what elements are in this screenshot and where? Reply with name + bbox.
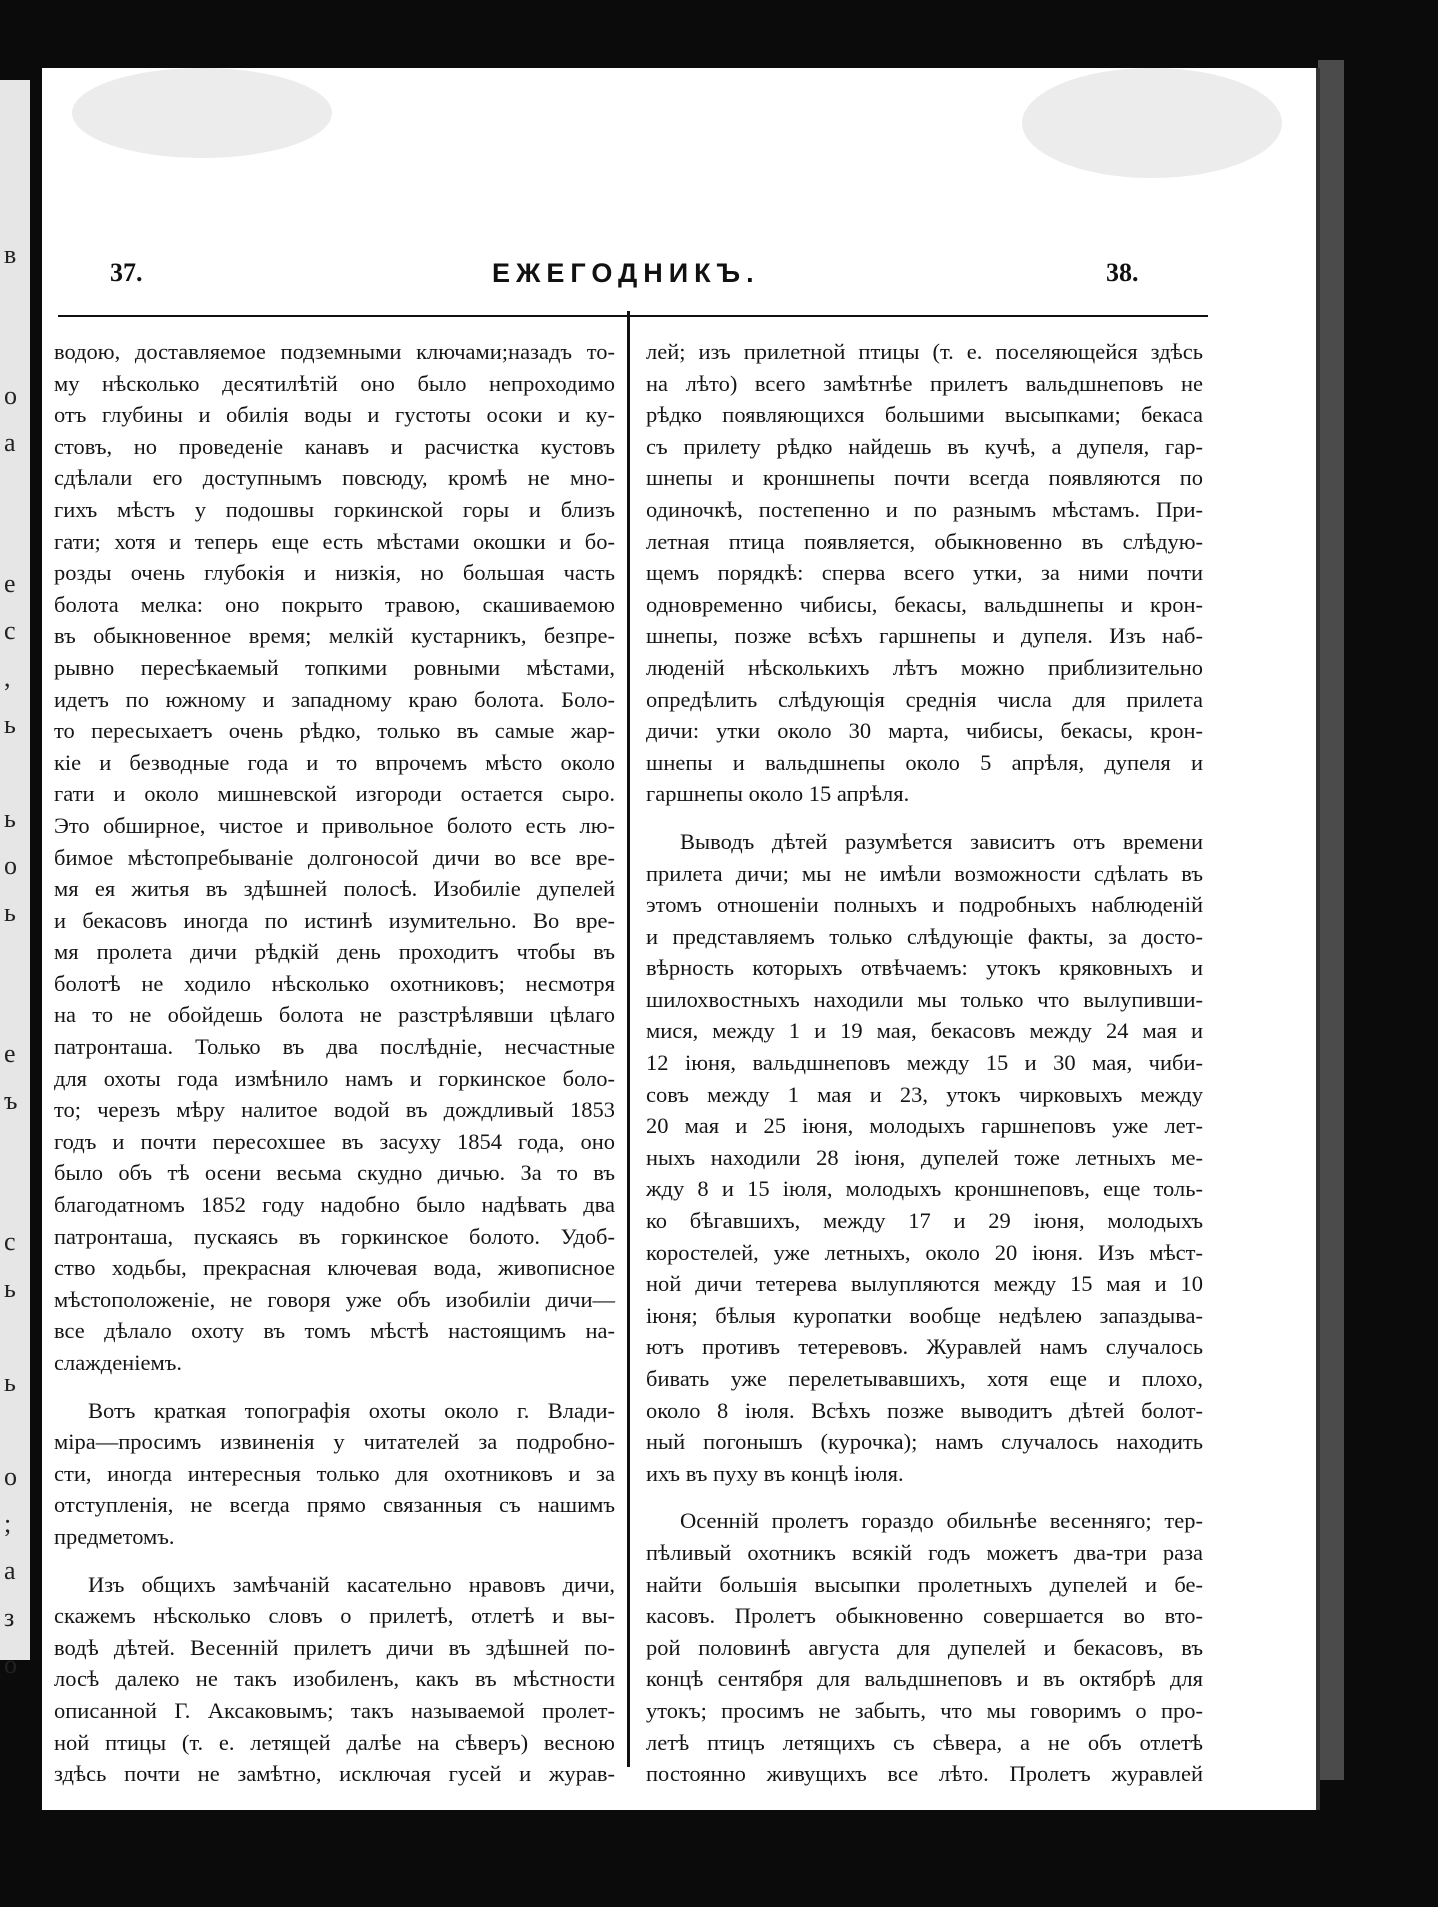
paper-stain — [72, 68, 332, 158]
text-line: ной птицы (т. е. летящей далѣе на сѣверъ) весною — [54, 1729, 615, 1755]
text-line: щемъ порядкѣ: сперва всего утки, за ними почти — [646, 560, 1203, 586]
text-line: водѣ дѣтей. Весенній прилетъ дичи въ здѣшней по- — [54, 1634, 615, 1660]
paragraph — [54, 1395, 615, 1553]
text-line: бимое мѣстопребываніе долгоносой дичи во все вре- — [54, 844, 615, 870]
page-title: ЕЖЕГОДНИКЪ. — [492, 258, 760, 288]
text-line: ный погонышъ (курочка); намъ случалось находить — [646, 1429, 1203, 1455]
text-line: касовъ. Пролетъ обыкновенно совершается во вто- — [646, 1603, 1203, 1629]
facing-page-letter: ъ — [4, 1086, 18, 1115]
text-line: то пересыхаетъ очень рѣдко, только въ самые жар- — [54, 718, 615, 744]
text-line: патронташа, пускаясь въ горкинское болото. Удоб- — [54, 1223, 615, 1249]
paper-stain — [1022, 68, 1282, 178]
text-line: благодатномъ 1852 году надобно было надѣвать два — [54, 1192, 615, 1218]
text-line: опредѣлить слѣдующія среднія числа для прилета — [646, 686, 1203, 712]
facing-page-letter: ь — [4, 898, 16, 927]
column-divider — [627, 311, 630, 1767]
paragraph — [54, 1569, 615, 1790]
text-line: и представляемъ только слѣдующіе факты, за досто- — [646, 923, 1203, 949]
text-line: предметомъ. — [54, 1523, 175, 1549]
text-line: то; черезъ мѣру налитое водой въ дождливый 1853 — [54, 1097, 615, 1123]
facing-page-letter: ь — [4, 1368, 16, 1397]
book-page — [42, 68, 1320, 1810]
facing-page-letter: с — [4, 1227, 16, 1256]
text-line: ютъ противъ тетеревовъ. Журавлей намъ случалось — [646, 1334, 1203, 1360]
text-line: мя ея житья въ здѣшней полосѣ. Изобиліе дупелей — [54, 876, 615, 902]
facing-page-letter: о — [4, 851, 17, 880]
text-line: вѣрность которыхъ отвѣчаемъ: утокъ кряковныхъ и — [646, 955, 1203, 981]
text-line: летѣ птицъ летящихъ съ сѣвера, а не объ отлетѣ — [646, 1729, 1203, 1755]
text-line: утокъ; просимъ не забыть, что мы говоримъ о про- — [646, 1697, 1203, 1723]
text-line: концѣ сентября для вальдшнеповъ и въ октябрѣ для — [646, 1666, 1203, 1692]
text-line: болотѣ не ходило нѣсколько охотниковъ; несмотря — [54, 970, 615, 996]
paragraph — [646, 826, 1203, 1489]
text-line: 20 мая и 25 іюня, молодыхъ гаршнеповъ уже лет- — [646, 1113, 1203, 1139]
paragraph — [646, 1505, 1203, 1789]
text-line: гати и около мишневской изгороди остается сыро. — [54, 781, 615, 807]
text-line: одновременно чибисы, бекасы, вальдшнепы и крон- — [646, 591, 1203, 617]
text-line: Вотъ краткая топографія охоты около г. Влади- — [88, 1397, 615, 1423]
text-line: скажемъ нѣсколько словъ о прилетѣ, отлетѣ и вы- — [54, 1603, 615, 1629]
text-line: іюня; бѣлыя куропатки вообще недѣлею запаздыва- — [646, 1302, 1203, 1328]
text-line: въ обыкновенное время; мелкій кустарникъ, безпре- — [54, 623, 615, 649]
right-column — [646, 336, 1203, 1790]
text-line: бивать уже перелетывавшихъ, хотя еще и плохо, — [646, 1366, 1203, 1391]
text-line: стовъ, но проведеніе канавъ и расчистка кустовъ — [54, 433, 615, 459]
text-line: коростелей, уже летныхъ, около 20 іюня. Изъ мѣст- — [646, 1239, 1203, 1265]
text-line: на лѣто) всего замѣтнѣе прилетъ вальдшнеповъ не — [646, 370, 1203, 396]
text-line: совъ между 1 мая и 23, утокъ чирковыхъ между — [646, 1081, 1203, 1107]
text-line: шнепы и кроншнепы почти всегда появляются по — [646, 465, 1203, 491]
facing-page-letter: з — [4, 1603, 15, 1632]
text-line: одиночкѣ, постепенно и по разнымъ мѣстамъ. При- — [646, 496, 1203, 522]
text-line: этомъ отношеніи полныхъ и подробныхъ наблюденій — [646, 892, 1203, 918]
text-line: 12 іюня, вальдшнеповъ между 15 и 30 мая, чиби- — [646, 1050, 1203, 1076]
facing-page-letter: ь — [4, 1274, 16, 1303]
text-line: отступленія, не всегда прямо связанныя съ нашимъ — [54, 1492, 615, 1518]
text-line: ныхъ находили 28 іюня, дупелей тоже летныхъ ме- — [646, 1144, 1203, 1170]
text-line: мя пролета дичи рѣдкій день проходитъ чтобы въ — [54, 939, 615, 965]
text-line: пѣливый охотникъ всякій годъ можетъ два-три раза — [646, 1539, 1203, 1565]
facing-page-margin — [0, 80, 30, 1679]
text-line: рѣдко появляющихся большими высыпками; бекаса — [646, 402, 1203, 428]
text-line: водою, доставляемое подземными ключами;назадъ то- — [54, 339, 615, 364]
text-line: для охоты года измѣнило намъ и горкинское боло- — [54, 1065, 615, 1091]
facing-page-letter: ; — [4, 1509, 12, 1538]
text-line: и бекасовъ иногда по истинѣ изумительно. Во вре- — [54, 907, 615, 933]
text-line: мѣстоположеніе, не говоря уже объ изобиліи дичи— — [54, 1286, 615, 1312]
text-line: болота мелка: оно покрыто травою, скашиваемою — [54, 591, 615, 617]
facing-page-letter: , — [4, 663, 11, 692]
text-line: рывно пересѣкаемый топкими ровными мѣстами, — [54, 654, 615, 680]
facing-page-letter: е — [4, 569, 16, 598]
text-line: жду 8 и 15 іюля, молодыхъ кроншнеповъ, еще толь- — [646, 1176, 1203, 1202]
text-line: шилохвостныхъ находили мы только что вылупивши- — [646, 986, 1203, 1012]
text-line: ихъ въ пуху въ концѣ іюля. — [646, 1460, 904, 1486]
text-line: слажденіемъ. — [54, 1350, 182, 1375]
text-line: гати; хотя и теперь еще есть мѣстами окошки и бо- — [54, 528, 615, 554]
text-line: здѣсь почти не замѣтно, исключая гусей и журав- — [54, 1761, 615, 1787]
facing-page-letter: с — [4, 616, 16, 645]
text-line: патронташа. Только въ два послѣдніе, несчастные — [54, 1034, 615, 1060]
text-line: лей; изъ прилетной птицы (т. е. поселяющейся здѣсь — [646, 339, 1203, 364]
text-line: годъ и почти пересохшее въ засуху 1854 года, оно — [54, 1128, 615, 1154]
text-line: ко бѣгавшихъ, между 17 и 29 іюня, молодыхъ — [646, 1208, 1203, 1234]
text-line: постоянно живущихъ все лѣто. Пролетъ журавлей — [646, 1761, 1203, 1787]
text-line: шнепы, позже всѣхъ гаршнепы и дупеля. Изъ наб- — [646, 623, 1203, 649]
page-edge-shadow — [1318, 60, 1344, 1780]
text-line: міра—просимъ извиненія у читателей за подробно- — [54, 1429, 615, 1455]
text-line: му нѣсколько десятилѣтій оно было непроходимо — [54, 370, 615, 396]
text-line: отъ глубины и обилія воды и густоты осоки и ку- — [54, 402, 615, 428]
header-rule — [58, 315, 1208, 317]
facing-page-letter: а — [4, 428, 16, 457]
text-line: Изъ общихъ замѣчаній касательно нравовъ дичи, — [88, 1571, 615, 1597]
text-line: люденій нѣсколькихъ лѣтъ можно приблизительно — [646, 654, 1203, 680]
text-line: найти большія высыпки пролетныхъ дупелей и бе- — [646, 1571, 1203, 1597]
text-line: на то не обойдешь болота не разстрѣлявши цѣлаго — [54, 1002, 615, 1028]
running-header — [42, 258, 1316, 298]
facing-page-letter: о — [4, 1650, 17, 1679]
facing-page-letter: о — [4, 381, 17, 410]
text-line: кіе и безводные года и то впрочемъ мѣсто около — [54, 749, 615, 775]
facing-page-letter: а — [4, 1556, 16, 1585]
text-line: ной дичи тетерева вылупляются между 15 мая и 10 — [646, 1271, 1203, 1297]
right-page-number: 38. — [1106, 258, 1139, 287]
text-line: прилета дичи; мы не имѣли возможности сдѣлать въ — [646, 860, 1203, 886]
facing-page-letter: в — [4, 240, 17, 269]
text-line: Это обширное, чистое и привольное болото есть лю- — [54, 812, 615, 838]
facing-page-letter: ь — [4, 710, 16, 739]
text-line: розды очень глубокія и низкія, но большая часть — [54, 560, 615, 586]
text-line: сти, иногда интересныя только для охотниковъ и за — [54, 1460, 615, 1486]
text-line: мися, между 1 и 19 мая, бекасовъ между 24 мая и — [646, 1018, 1203, 1044]
text-line: ство ходьбы, прекрасная ключевая вода, живописное — [54, 1255, 615, 1281]
paragraph — [646, 336, 1203, 810]
left-column — [54, 336, 615, 1790]
text-line: шнепы и вальдшнепы около 5 апрѣля, дупеля и — [646, 749, 1203, 775]
text-line: около 8 іюля. Всѣхъ позже выводитъ дѣтей болот- — [646, 1397, 1203, 1423]
text-line: все дѣлало охоту въ томъ мѣстѣ настоящимъ на- — [54, 1318, 615, 1344]
text-line: идетъ по южному и западному краю болота. Боло- — [54, 686, 615, 712]
text-line: Осенній пролетъ гораздо обильнѣе весенняго; тер- — [680, 1508, 1203, 1534]
text-line: гаршнепы около 15 апрѣля. — [646, 781, 910, 807]
facing-page-letter: е — [4, 1039, 16, 1068]
text-line: было объ тѣ осени весьма скудно дичью. За то въ — [54, 1160, 615, 1186]
left-page-number: 37. — [110, 258, 143, 287]
text-line: гихъ мѣстъ у подошвы горкинской горы и близъ — [54, 496, 615, 522]
text-line: сдѣлали его доступнымъ повсюду, кромѣ не мно- — [54, 465, 615, 491]
text-line: съ прилету рѣдко найдешь въ кучѣ, а дупеля, гар- — [646, 433, 1203, 459]
facing-page-letter: о — [4, 1462, 17, 1491]
text-line: рой половинѣ августа для дупелей и бекасовъ, въ — [646, 1634, 1203, 1660]
text-line: Выводъ дѣтей разумѣется зависитъ отъ времени — [680, 828, 1203, 854]
text-line: лосѣ далеко не такъ изобиленъ, какъ въ мѣстности — [54, 1666, 615, 1692]
text-line: описанной Г. Аксаковымъ; такъ называемой пролет- — [54, 1697, 615, 1723]
facing-page-letter: ь — [4, 804, 16, 833]
text-line: летная птица появляется, обыкновенно въ слѣдую- — [646, 528, 1203, 554]
paragraph — [54, 336, 615, 1379]
text-line: дичи: утки около 30 марта, чибисы, бекасы, крон- — [646, 718, 1203, 744]
